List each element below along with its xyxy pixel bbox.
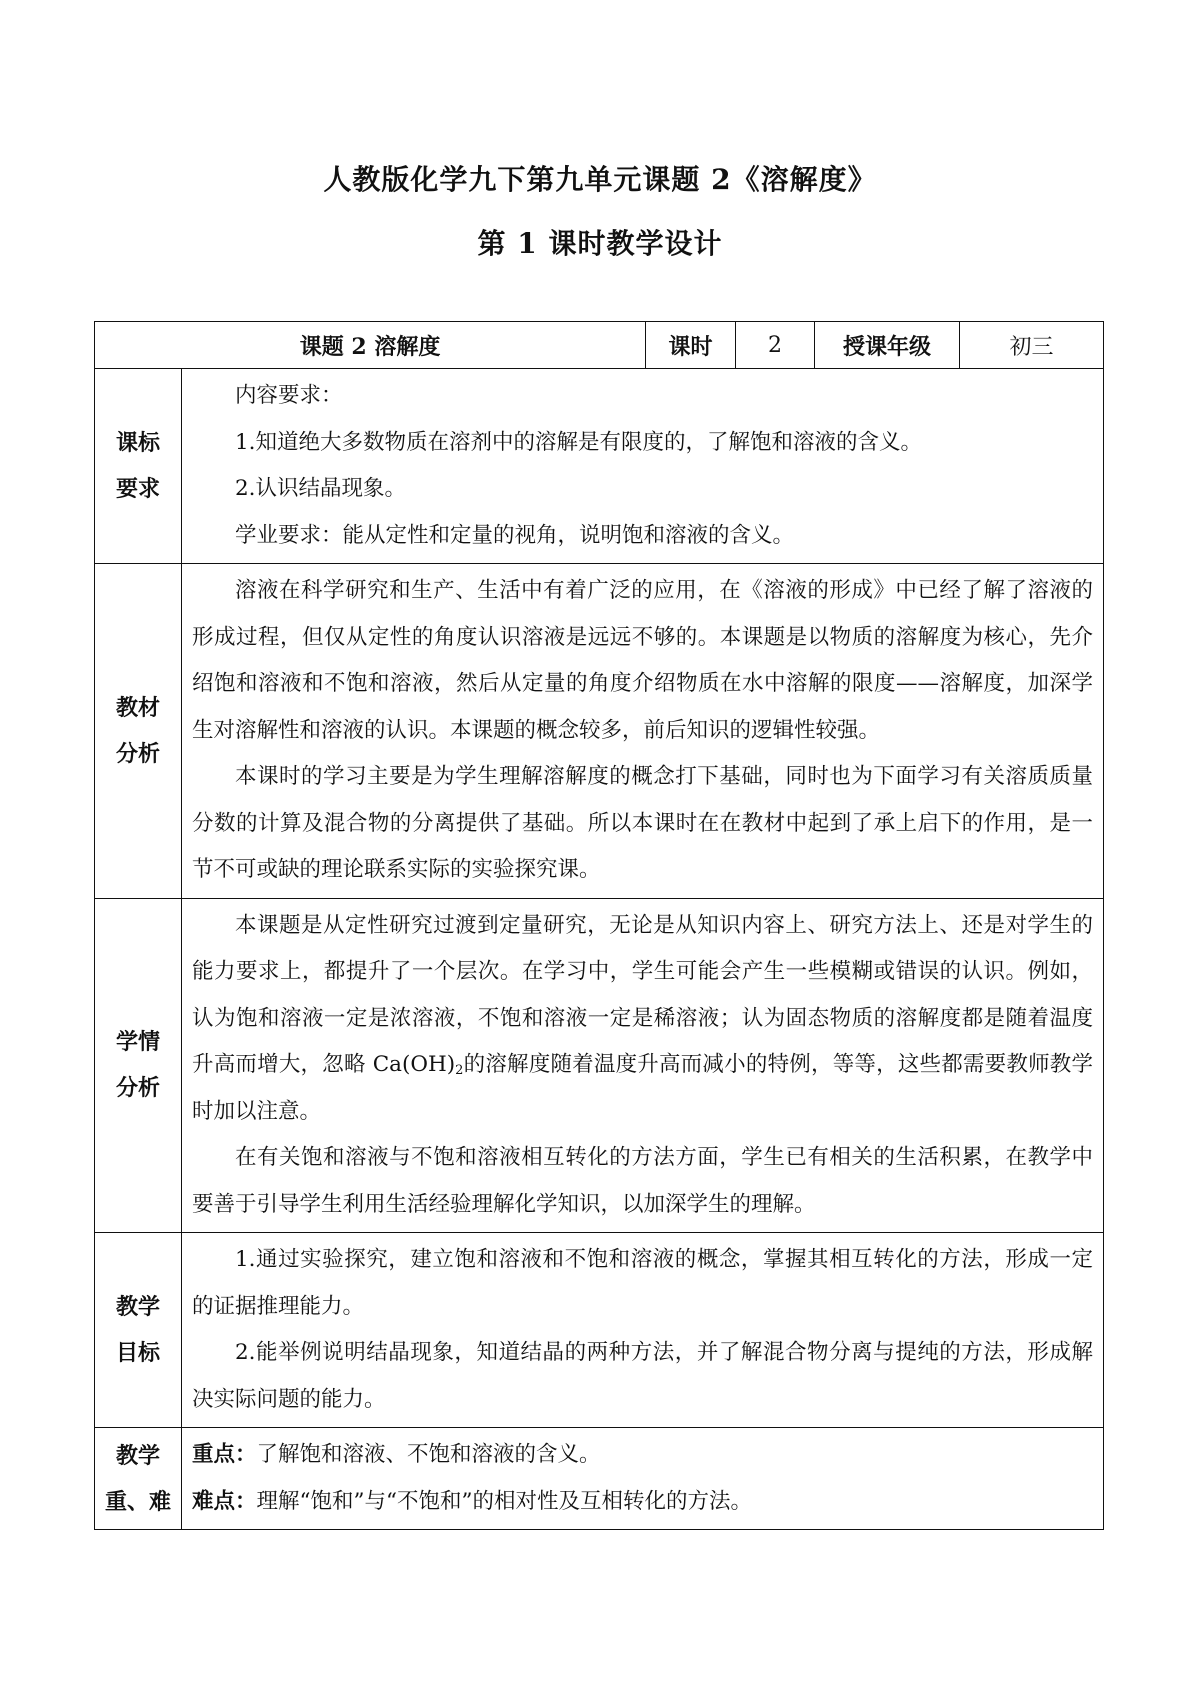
curriculum-row <box>95 369 1104 564</box>
lesson-plan-table <box>94 321 1104 1530</box>
grade-value: 初三 <box>960 322 1104 369</box>
topic-cell: 课题 2 溶解度 <box>95 322 646 369</box>
students-content <box>182 898 1104 1233</box>
curriculum-content <box>182 369 1104 564</box>
students-row <box>95 898 1104 1233</box>
objectives-row <box>95 1233 1104 1428</box>
textbook-label: 教材 分析 <box>95 564 182 899</box>
period-value: 2 <box>736 322 815 369</box>
keypoints-row <box>95 1428 1104 1530</box>
paragraph: 2.能举例说明结晶现象，知道结晶的两种方法，并了解混合物分离与提纯的方法，形成解决实际问题的能力。 <box>192 1340 1094 1412</box>
paragraph: 在有关饱和溶液与不饱和溶液相互转化的方法方面，学生已有相关的生活积累，在教学中要善于引导学生利用生活经验理解化学知识，以加深学生的理解。 <box>192 1145 1094 1217</box>
paragraph: 学业要求：能从定性和定量的视角，说明饱和溶液的含义。 <box>235 522 795 548</box>
students-label: 学情 分析 <box>95 898 182 1233</box>
keypoints-content <box>182 1428 1104 1530</box>
difficulty-point: 难点：理解“饱和”与“不饱和”的相对性及互相转化的方法。 <box>192 1488 752 1514</box>
document-subtitle: 第 1 课时教学设计 <box>477 227 723 260</box>
textbook-row <box>95 564 1104 899</box>
paragraph: 溶液在科学研究和生产、生活中有着广泛的应用，在《溶液的形成》中已经了解了溶液的形成过程，但仅从定性的角度认识溶液是远远不够的。本课题是以物质的溶解度为核心，先介绍饱和溶液和不饱和溶液，然后从定量的角度介绍物质在水中溶解的限度——溶解度，加深学生对溶解性和溶液的认识。本课题的概念较多，前后知识的逻辑性较强。 <box>192 578 1094 743</box>
grade-label: 授课年级 <box>815 322 960 369</box>
paragraph: 本课题是从定性研究过渡到定量研究，无论是从知识内容上、研究方法上、还是对学生的能力要求上，都提升了一个层次。在学习中，学生可能会产生一些模糊或错误的认识。例如，认为饱和溶液一定是浓溶液，不饱和溶液一定是稀溶液；认为固态物质的溶解度都是随着温度升高而增大，忽略 $Ca(OH)_2$的溶解度随着温度升高而减小的特例，等等，这些都需要教师教学时加以注意。 <box>192 912 1094 1124</box>
objectives-label: 教学 目标 <box>95 1233 182 1428</box>
paragraph: 2.认识结晶现象。 <box>235 476 407 501</box>
paragraph: 1.知道绝大多数物质在溶剂中的溶解是有限度的，了解饱和溶液的含义。 <box>235 429 923 455</box>
objectives-content <box>182 1233 1104 1428</box>
key-point: 重点：了解饱和溶液、不饱和溶液的含义。 <box>192 1442 601 1467</box>
keypoints-label: 教学 重、难 <box>95 1428 182 1530</box>
header-row <box>95 322 1104 369</box>
document-title: 人教版化学九下第九单元课题 2《溶解度》 <box>323 163 877 196</box>
paragraph: 1.通过实验探究，建立饱和溶液和不饱和溶液的概念，掌握其相互转化的方法，形成一定的证据推理能力。 <box>192 1247 1094 1319</box>
curriculum-label: 课标 要求 <box>95 369 182 564</box>
paragraph: 本课时的学习主要是为学生理解溶解度的概念打下基础，同时也为下面学习有关溶质质量分数的计算及混合物的分离提供了基础。所以本课时在在教材中起到了承上启下的作用，是一节不可或缺的理论联系实际的实验探究课。 <box>192 764 1094 882</box>
textbook-content <box>182 564 1104 899</box>
paragraph: 内容要求： <box>235 383 343 408</box>
period-label: 课时 <box>646 322 736 369</box>
